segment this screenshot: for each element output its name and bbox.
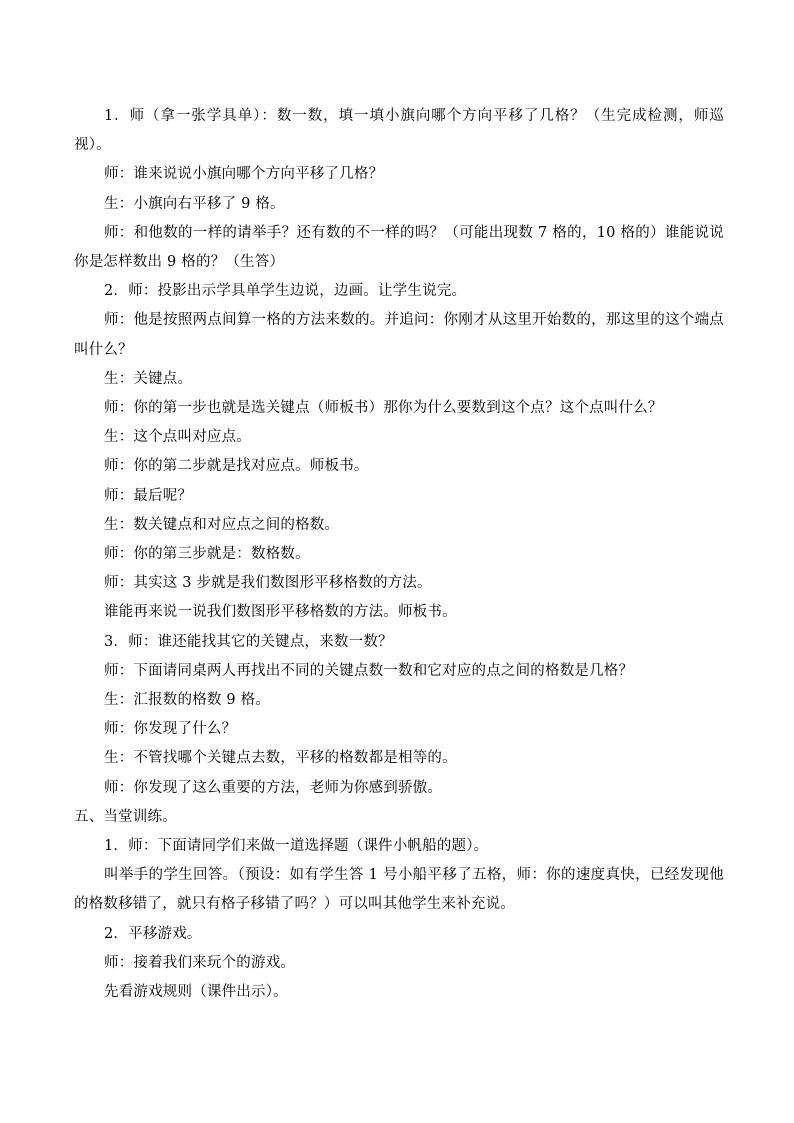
paragraph: 谁能再来说一说我们数图形平移格数的方法。师板书。 xyxy=(104,604,457,621)
paragraph: 2．平移游戏。 xyxy=(104,925,202,942)
paragraph: 1．师：下面请同学们来做一道选择题（课件小帆船的题）。 xyxy=(104,838,489,855)
paragraph: 师：其实这 3 步就是我们数图形平移格数的方法。 xyxy=(104,575,432,592)
paragraph: 师：接着我们来玩个的游戏。 xyxy=(104,954,296,971)
paragraph: 师：你的第二步就是找对应点。师板书。 xyxy=(104,458,369,475)
paragraph: 生：汇报数的格数 9 格。 xyxy=(104,692,271,709)
paragraph: 师：你的第一步也就是选关键点（师板书）那你为什么要数到这个点？这个点叫什么？ xyxy=(104,400,663,417)
paragraph: 五、当堂训练。 xyxy=(74,808,177,825)
paragraph: 生：数关键点和对应点之间的格数。 xyxy=(104,516,340,533)
paragraph: 1．师（拿一张学具单）：数一数，填一填小旗向哪个方向平移了几格？（生完成检测，师巡视）。 xyxy=(74,108,724,154)
paragraph: 师：最后呢？ xyxy=(104,487,193,504)
paragraph: 3．师：谁还能找其它的关键点，来数一数？ xyxy=(104,633,393,650)
paragraph: 师：你的第三步就是：数格数。 xyxy=(104,546,310,563)
paragraph: 师：他是按照两点间算一格的方法来数的。并追问：你刚才从这里开始数的，那这里的这个端点叫什么？ xyxy=(74,312,724,358)
paragraph: 生：小旗向右平移了 9 格。 xyxy=(104,195,285,212)
document-body xyxy=(74,102,724,1007)
paragraph: 生：关键点。 xyxy=(104,370,193,387)
paragraph: 师：谁来说说小旗向哪个方向平移了几格？ xyxy=(104,166,384,183)
paragraph: 生：不管找哪个关键点去数，平移的格数都是相等的。 xyxy=(104,750,457,767)
paragraph: 师：你发现了这么重要的方法，老师为你感到骄傲。 xyxy=(104,779,443,796)
paragraph: 生：这个点叫对应点。 xyxy=(104,429,251,446)
paragraph: 师：下面请同桌两人再找出不同的关键点数一数和它对应的点之间的格数是几格？ xyxy=(104,662,634,679)
paragraph: 先看游戏规则（课件出示）。 xyxy=(104,984,288,1001)
paragraph: 叫举手的学生回答。（预设：如有学生答 1 号小船平移了五格，师：你的速度真快，已经发现他的格数移错了，就只有格子移错了吗？）可以叫其他学生来补充说。 xyxy=(74,867,724,913)
paragraph: 师：你发现了什么？ xyxy=(104,721,237,738)
paragraph: 2．师：投影出示学具单学生边说，边画。让学生说完。 xyxy=(104,283,467,300)
paragraph: 师：和他数的一样的请举手？还有数的不一样的吗？（可能出现数 7 格的，10 格的）谁能说说你是怎样数出 9 格的？（生答） xyxy=(74,224,724,271)
